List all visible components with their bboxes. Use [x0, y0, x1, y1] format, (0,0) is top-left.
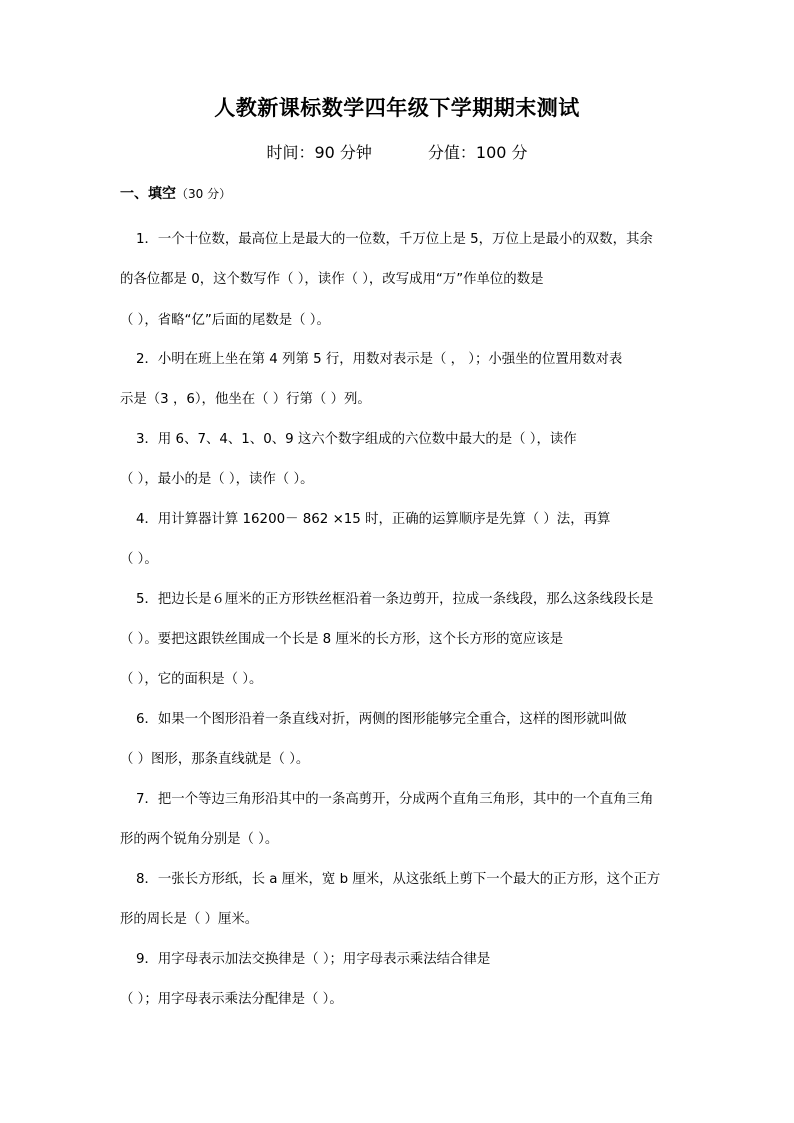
exam-score: 分值：100 分 [427, 143, 528, 162]
q9-line1: 9．用字母表示加法交换律是（ ）；用字母表示乘法结合律是 [136, 952, 491, 967]
q5-line2: （ ）。要把这跟铁丝围成一个长是 8 厘米的长方形，这个长方形的宽应该是 [120, 632, 564, 647]
q1-line2: 的各位都是 0，这个数写作（ ），读作（ ），改写成用“万”作单位的数是 [120, 272, 544, 287]
q2-line1: 2．小明在班上坐在第 4 列第 5 行，用数对表示是（ ， ）；小强坐的位置用数对表 [136, 352, 623, 367]
exam-meta [0, 140, 794, 163]
q5-line1: 5．把边长是６厘米的正方形铁丝框沿着一条边剪开，拉成一条线段，那么这条线段长是 [136, 592, 654, 607]
q4-line1: 4．用计算器计算 16200－ 862 ×15 时，正确的运算顺序是先算（ ）法，再算 [136, 512, 611, 527]
q6-line1: 6．如果一个图形沿着一条直线对折，两侧的图形能够完全重合，这样的图形就叫做 [136, 712, 627, 727]
q8-line2: 形的周长是（ ）厘米。 [120, 912, 259, 927]
exam-time: 时间：90 分钟 [266, 143, 372, 162]
q1-line3: （ ），省略“亿”后面的尾数是（ ）。 [120, 313, 330, 328]
q9-line2: （ ）；用字母表示乘法分配律是（ ）。 [120, 992, 343, 1007]
q8-line1: 8．一张长方形纸，长 a 厘米，宽 b 厘米，从这张纸上剪下一个最大的正方形，这个正方 [136, 872, 661, 887]
section-title: 一、填空 [120, 186, 176, 202]
q5-line3: （ ），它的面积是（ ）。 [120, 672, 263, 687]
section-points: （30 分） [176, 187, 232, 201]
section-heading [120, 183, 231, 203]
q2-line2: 示是（3 ，6），他坐在（ ）行第（ ）列。 [120, 392, 371, 407]
q1-line1: 1．一个十位数，最高位上是最大的一位数，千万位上是 5，万位上是最小的双数，其余 [136, 232, 653, 247]
q3-line1: 3．用 6、7、4、1、0、9 这六个数字组成的六位数中最大的是（ ），读作 [136, 432, 577, 447]
q7-line1: 7．把一个等边三角形沿其中的一条高剪开，分成两个直角三角形，其中的一个直角三角 [136, 792, 654, 807]
q4-line2: （ ）。 [120, 552, 158, 567]
page-title: 人教新课标数学四年级下学期期末测试 [214, 96, 580, 120]
q3-line2: （ ），最小的是（ ），读作（ ）。 [120, 472, 314, 487]
q6-line2: （ ）图形，那条直线就是（ ）。 [120, 752, 310, 767]
q7-line2: 形的两个锐角分别是（ ）。 [120, 832, 279, 847]
